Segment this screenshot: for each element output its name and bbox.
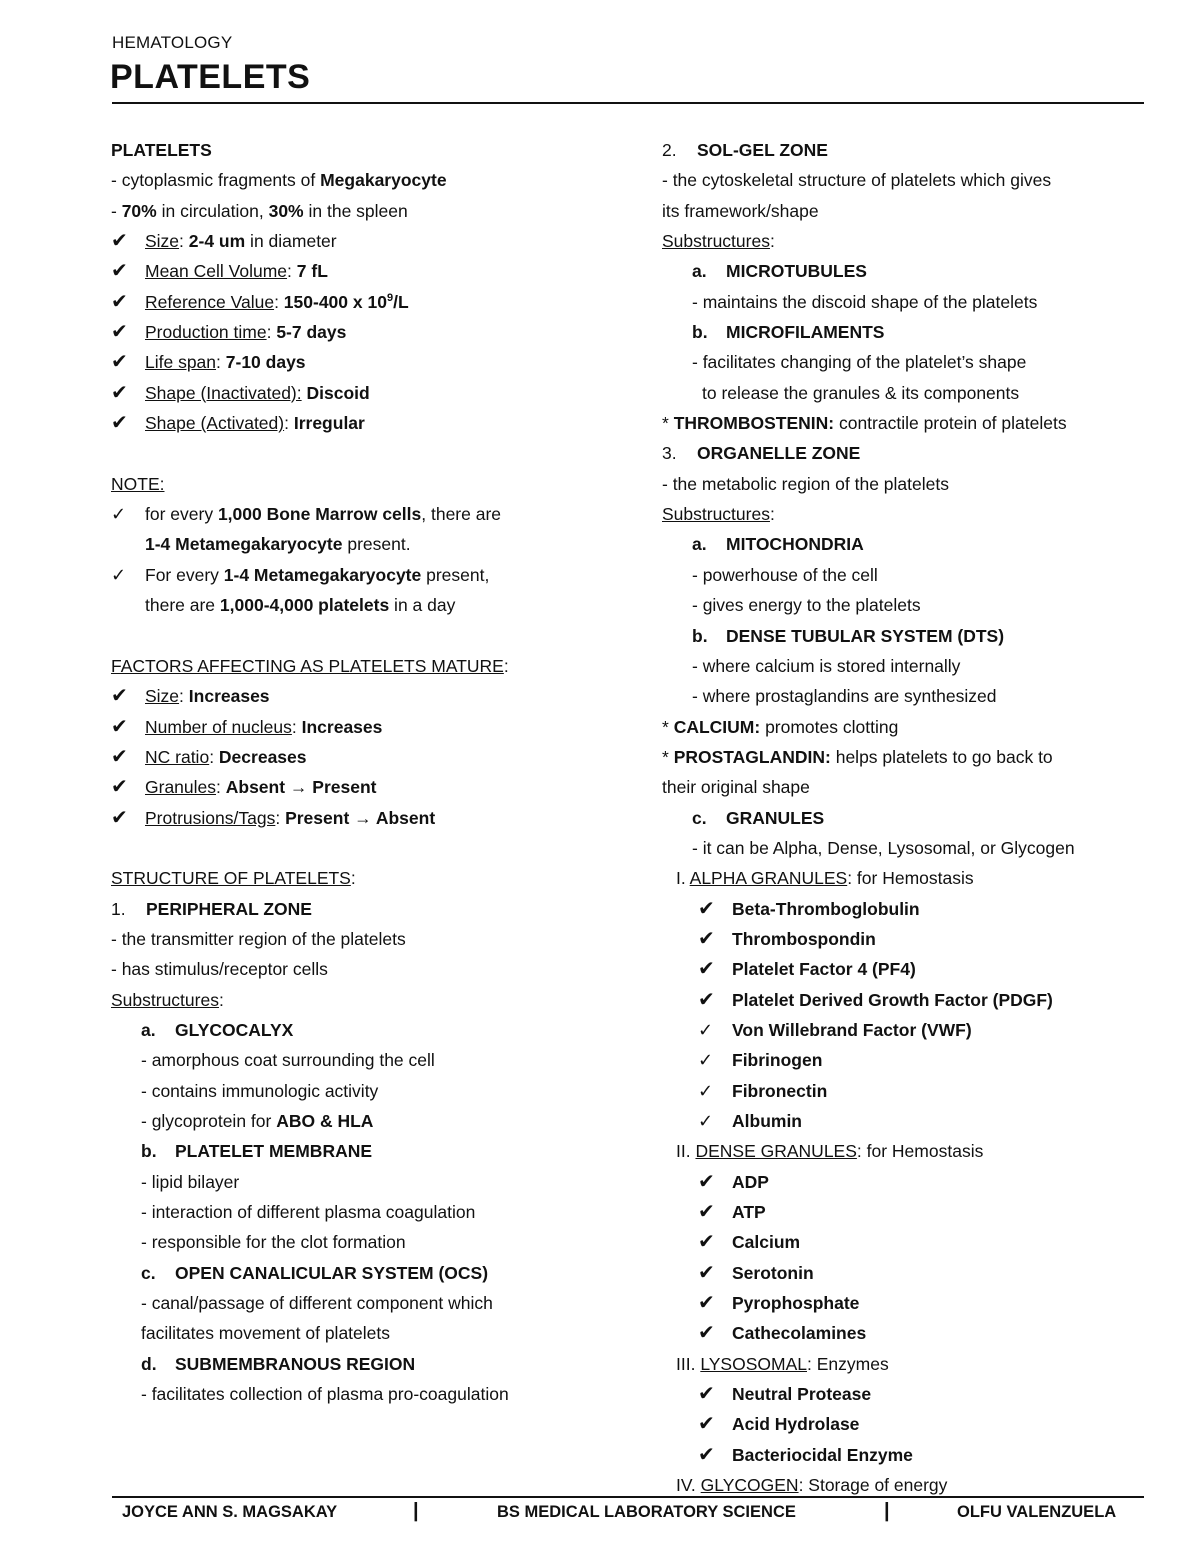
check-icon: ✓ [698,1050,714,1071]
blank-line [111,621,641,651]
definition-line: - 70% in circulation, 30% in the spleen [111,200,408,221]
substructure-heading: b. PLATELET MEMBRANE [141,1141,373,1162]
substructure-line: - contains immunologic activity [141,1080,379,1101]
granule-type-heading: II. DENSE GRANULES: for Hemostasis [676,1141,984,1162]
spec-item: ✔ Life span: 7-10 days [111,347,641,377]
check-icon: ✔ [698,927,715,950]
zone-heading: 2. SOL-GEL ZONE [662,140,828,160]
spec-item: ✔ Mean Cell Volume: 7 fL [111,256,641,286]
factor-item: ✔ Protrusions/Tags: Present → Absent [111,803,641,833]
check-icon: ✔ [111,776,128,799]
document-subject: HEMATOLOGY [112,33,233,52]
granule-item: ✔ ATP [662,1197,1162,1227]
zone-line: its framework/shape [662,200,819,221]
substructure-line: - where prostaglandins are synthesized [692,686,997,707]
check-icon: ✔ [698,1231,715,1254]
check-icon: ✓ [698,1019,714,1040]
substructure-line: - interaction of different plasma coagulation [141,1202,476,1223]
spec-item: ✔ Reference Value: 150-400 x $10^9/L$ [111,287,641,317]
check-icon: ✔ [111,806,128,829]
granule-item: ✓ Fibronectin [662,1076,1162,1106]
footer-author: JOYCE ANN S. MAGSAKAY [122,1503,338,1521]
substructures-label: Substructures: [662,231,775,252]
granule-item: ✔ Serotonin [662,1258,1162,1288]
check-icon: ✔ [698,1201,715,1224]
substructure-line: - amorphous coat surrounding the cell [141,1050,435,1071]
note-star-continued: their original shape [662,777,810,798]
granule-item: ✓ Albumin [662,1106,1162,1136]
substructure-heading: a. GLYCOCALYX [141,1019,294,1040]
note-item-continued: 1-4 Metamegakaryocyte present. [145,534,411,555]
footer-separator: | [884,1500,890,1522]
spec-item: ✔ Shape (Activated): Irregular [111,408,641,438]
right-column [662,135,1162,1500]
blank-line [111,438,641,468]
zone-heading: 1. PERIPHERAL ZONE [111,898,312,919]
substructure-line: facilitates movement of platelets [141,1323,391,1344]
granule-item: ✔ Acid Hydrolase [662,1409,1162,1439]
check-icon: ✔ [698,1322,715,1345]
note-item: ✓ for every 1,000 Bone Marrow cells, there are [111,499,641,529]
granule-item: ✓ Fibrinogen [662,1045,1162,1075]
granule-item: ✔ ADP [662,1167,1162,1197]
granule-item: ✔ Calcium [662,1227,1162,1257]
check-icon: ✔ [111,412,128,435]
spec-item: ✔ Production time: 5-7 days [111,317,641,347]
substructure-line: - lipid bilayer [141,1171,240,1192]
substructures-label: Substructures: [662,504,775,525]
substructure-line: - maintains the discoid shape of the platelets [692,291,1038,312]
check-icon: ✔ [698,897,715,920]
substructure-line: - where calcium is stored internally [692,655,961,676]
left-column [111,135,641,1409]
check-icon: ✔ [111,230,128,253]
granule-type-heading: IV. GLYCOGEN: Storage of energy [676,1475,948,1496]
factor-item: ✔ Number of nucleus: Increases [111,712,641,742]
substructure-line: - facilitates changing of the platelet’s shape [692,352,1027,373]
spec-item: ✔ Shape (Inactivated): Discoid [111,378,641,408]
substructure-heading: b. MICROFILAMENTS [692,322,885,343]
substructures-label: Substructures: [111,989,224,1010]
check-icon: ✔ [111,351,128,374]
note-item: ✓ For every 1-4 Metamegakaryocyte present, [111,560,641,590]
factor-item: ✔ NC ratio: Decreases [111,742,641,772]
substructure-heading: c. OPEN CANALICULAR SYSTEM (OCS) [141,1262,489,1283]
footer-school: OLFU VALENZUELA [957,1503,1117,1521]
substructure-line: - glycoprotein for ABO & HLA [141,1111,374,1131]
check-icon: ✔ [698,1443,715,1466]
footer-separator: | [413,1500,419,1522]
footer-course: BS MEDICAL LABORATORY SCIENCE [497,1503,796,1521]
substructure-heading: b. DENSE TUBULAR SYSTEM (DTS) [692,625,1005,646]
substructure-line: - it can be Alpha, Dense, Lysosomal, or Glycogen [692,837,1075,858]
check-icon: ✔ [111,715,128,738]
check-icon: ✔ [698,988,715,1011]
granule-item: ✔ Beta-Thromboglobulin [662,894,1162,924]
check-icon: ✓ [698,1111,714,1131]
granule-item: ✔ Bacteriocidal Enzyme [662,1440,1162,1470]
check-icon: ✔ [698,958,715,981]
spec-item: ✔ Size: 2-4 um in diameter [111,226,641,256]
substructure-heading: c. GRANULES [692,807,825,828]
blank-line [111,833,641,863]
note-star: * CALCIUM: promotes clotting [662,716,899,737]
document-title: PLATELETS [110,58,311,96]
note-heading: NOTE: [111,473,165,494]
note-star: * PROSTAGLANDIN: helps platelets to go back to [662,746,1053,767]
substructure-line: to release the granules & its components [702,382,1020,403]
check-icon: ✔ [111,685,128,708]
check-icon: ✓ [111,504,127,525]
check-icon: ✔ [111,321,128,344]
granule-type-heading: III. LYSOSOMAL: Enzymes [676,1353,889,1374]
footer-divider [112,1496,1144,1498]
zone-line: - the cytoskeletal structure of platelets which gives [662,170,1052,191]
header-divider [112,102,1144,104]
section-heading: PLATELETS [111,140,212,160]
granule-item: ✔ Platelet Factor 4 (PF4) [662,954,1162,984]
check-icon: ✔ [111,260,128,283]
substructure-line: - powerhouse of the cell [692,564,878,585]
substructure-heading: a. MITOCHONDRIA [692,534,864,555]
check-icon: ✓ [698,1080,714,1101]
check-icon: ✔ [111,290,128,313]
granule-item: ✔ Platelet Derived Growth Factor (PDGF) [662,985,1162,1015]
check-icon: ✔ [698,1292,715,1315]
granule-type-heading: I. ALPHA GRANULES: for Hemostasis [676,868,974,889]
substructure-line: - facilitates collection of plasma pro-coagulation [141,1384,509,1405]
check-icon: ✔ [698,1170,715,1193]
substructure-line: - responsible for the clot formation [141,1232,406,1253]
substructure-heading: a. MICROTUBULES [692,261,867,282]
check-icon: ✔ [111,381,128,404]
note-star: * THROMBOSTENIN: contractile protein of platelets [662,413,1067,434]
granule-item: ✔ Pyrophosphate [662,1288,1162,1318]
granule-item: ✔ Neutral Protease [662,1379,1162,1409]
check-icon: ✔ [698,1413,715,1436]
granule-item: ✓ Von Willebrand Factor (VWF) [662,1015,1162,1045]
definition-line: - cytoplasmic fragments of Megakaryocyte [111,170,447,191]
zone-line: - has stimulus/receptor cells [111,959,328,980]
factors-heading: FACTORS AFFECTING AS PLATELETS MATURE: [111,655,509,676]
granule-item: ✔ Thrombospondin [662,924,1162,954]
substructure-line: - canal/passage of different component which [141,1293,493,1314]
check-icon: ✔ [698,1383,715,1406]
zone-line: - the metabolic region of the platelets [662,473,949,494]
check-icon: ✔ [111,745,128,768]
check-icon: ✔ [698,1261,715,1284]
substructure-heading: d. SUBMEMBRANOUS REGION [141,1353,416,1374]
zone-line: - the transmitter region of the platelets [111,928,406,949]
note-item-continued: there are 1,000-4,000 platelets in a day [145,595,456,616]
structure-heading: STRUCTURE OF PLATELETS: [111,868,356,889]
check-icon: ✓ [111,564,127,585]
granule-item: ✔ Cathecolamines [662,1318,1162,1348]
factor-item: ✔ Granules: Absent → Present [111,772,641,802]
substructure-line: - gives energy to the platelets [692,595,921,616]
zone-heading: 3. ORGANELLE ZONE [662,443,861,464]
factor-item: ✔ Size: Increases [111,681,641,711]
